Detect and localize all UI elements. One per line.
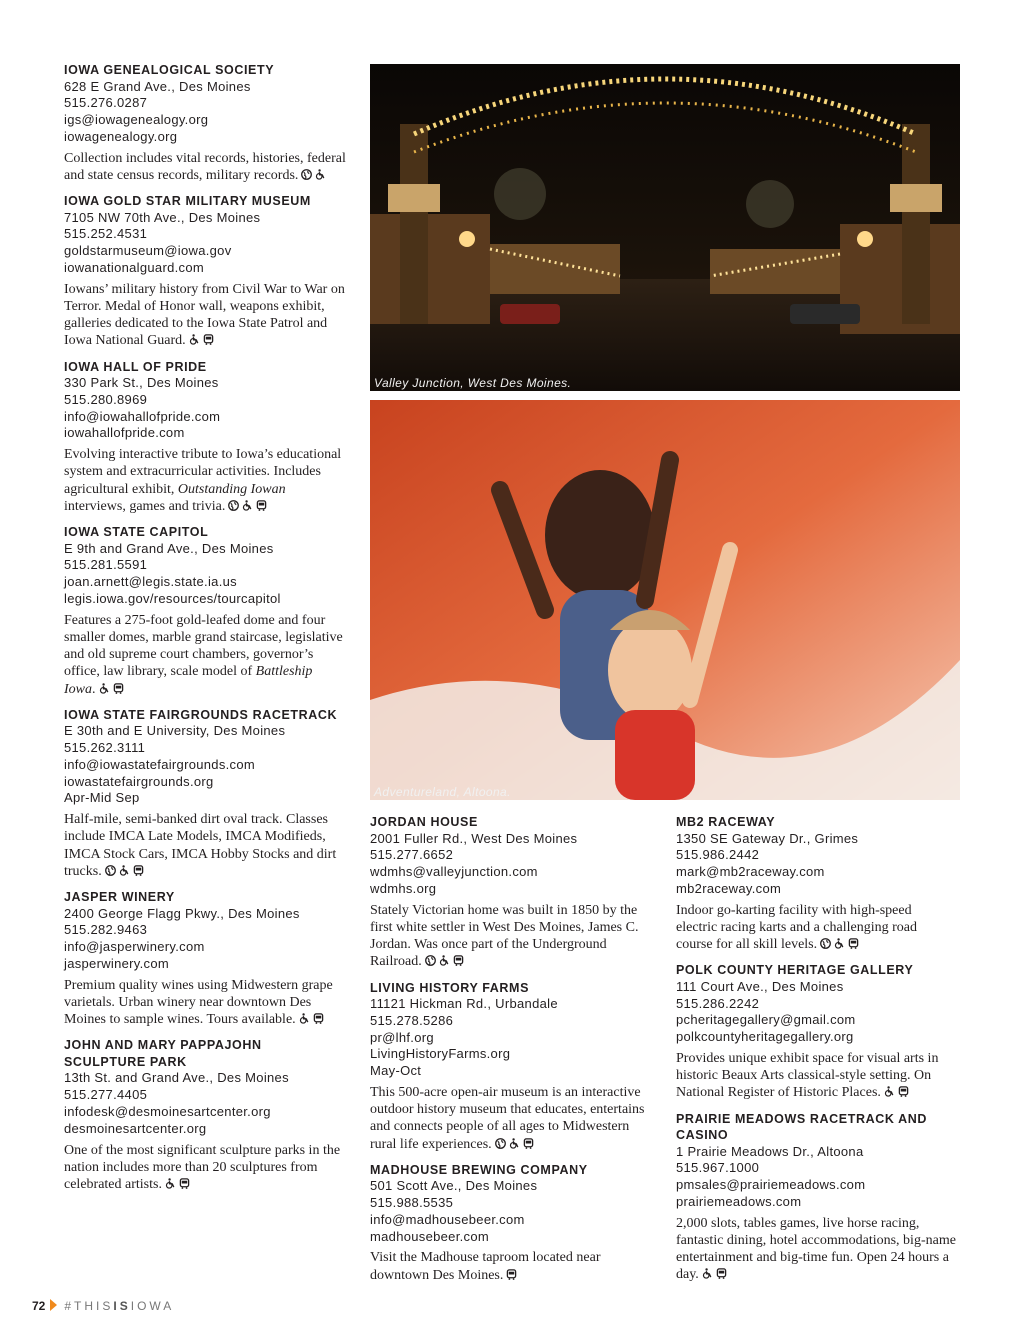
listing-description xyxy=(64,811,346,880)
listing-email-link[interactable]: mark@mb2raceway.com xyxy=(676,864,825,880)
chevron-right-icon xyxy=(50,1299,57,1311)
globe-icon xyxy=(228,499,239,510)
listing-name: PRAIRIE MEADOWS RACETRACK AND CASINO xyxy=(676,1111,927,1143)
accessible-icon xyxy=(165,1177,176,1188)
description-text: Iowans’ military history from Civil War to War on Terror. Medal of Honor wall, weapons exhibit, galleries dedicated to the Iowa State Patrol and Iowa National Guard. xyxy=(64,281,345,349)
listing-name: MADHOUSE BREWING COMPANY xyxy=(370,1162,588,1177)
listing-website-link[interactable]: polkcountyheritagegallery.org xyxy=(676,1029,854,1045)
listing-entry xyxy=(64,193,346,350)
accessible-icon xyxy=(509,1137,520,1148)
description-text: Provides unique exhibit space for visual arts in historic Beaux Arts classical-style setting. On National Register of Historic Places. xyxy=(676,1050,939,1101)
italic-title: Battleship Iowa xyxy=(64,664,313,697)
listing-phone: 515.988.5535 xyxy=(370,1195,454,1211)
description-text: Collection includes vital records, histories, federal and state census records, military records. xyxy=(64,150,346,183)
listing-email-link[interactable]: joan.arnett@legis.state.ia.us xyxy=(64,574,237,590)
listing-phone: 515.280.8969 xyxy=(64,391,148,407)
listing-address: 1350 SE Gateway Dr., Grimes xyxy=(676,830,859,846)
accessible-icon xyxy=(189,333,200,344)
globe-icon xyxy=(495,1137,506,1148)
listing-description xyxy=(64,446,346,515)
listing-website-link[interactable]: LivingHistoryFarms.org xyxy=(370,1046,511,1062)
listing-name: POLK COUNTY HERITAGE GALLERY xyxy=(676,963,914,978)
listing-address: 628 E Grand Ave., Des Moines xyxy=(64,78,251,94)
listing-email-link[interactable]: info@jasperwinery.com xyxy=(64,939,205,955)
listing-website-link[interactable]: wdmhs.org xyxy=(370,880,437,896)
description-text: Visit the Madhouse taproom located near downtown Des Moines. xyxy=(370,1250,601,1283)
globe-icon xyxy=(425,954,436,965)
listing-name: IOWA HALL OF PRIDE xyxy=(64,359,207,374)
listing-website-link[interactable]: iowahallofpride.com xyxy=(64,425,185,441)
description-text: Indoor go-karting facility with high-speed electric racing karts and a challenging road course for all skill levels. xyxy=(676,902,917,953)
listing-name: LIVING HISTORY FARMS xyxy=(370,980,530,995)
listing-entry xyxy=(64,62,346,184)
description-text: This 500-acre open-air museum is an interactive outdoor history museum that educates, entertains and connects people of all ages to Midwestern rural life experiences. xyxy=(370,1084,645,1152)
water-slide-image xyxy=(370,400,960,800)
listing-name: IOWA GENEALOGICAL SOCIETY xyxy=(64,63,275,77)
listing-address: 13th St. and Grand Ave., Des Moines xyxy=(64,1070,289,1086)
listing-address: 2001 Fuller Rd., West Des Moines xyxy=(370,830,578,846)
listing-entry xyxy=(64,707,346,880)
listing-phone: 515.262.3111 xyxy=(64,740,146,756)
bus-icon xyxy=(113,682,124,693)
description-text: Premium quality wines using Midwestern grape varietals. Urban winery near downtown Des Moines to sample wines. Tours available. xyxy=(64,977,333,1028)
accessible-icon xyxy=(315,168,326,179)
bus-icon xyxy=(179,1177,190,1188)
listing-entry xyxy=(64,524,346,698)
accessible-icon xyxy=(242,499,253,510)
hash-symbol: # xyxy=(64,1299,75,1313)
listing-name: IOWA GOLD STAR MILITARY MUSEUM xyxy=(64,194,311,209)
bus-icon xyxy=(256,499,267,510)
listing-email-link[interactable]: wdmhs@valleyjunction.com xyxy=(370,864,538,880)
description-text: One of the most significant sculpture parks in the nation includes more than 20 sculptures from celebrated artists. xyxy=(64,1142,341,1192)
listing-website-link[interactable]: iowagenealogy.org xyxy=(64,128,178,144)
listing-description xyxy=(64,612,346,698)
italic-title: Outstanding Iowan xyxy=(177,481,286,497)
hashtag xyxy=(64,1299,174,1313)
listing-address: E 30th and E University, Des Moines xyxy=(64,723,286,739)
listing-website-link[interactable]: iowanationalguard.com xyxy=(64,259,204,275)
description-text: Half-mile, semi-banked dirt oval track. Classes include IMCA Late Models, IMCA Modifieds, IMCA Stock Cars, IMCA Hobby Stocks and dirt trucks. xyxy=(64,812,337,879)
listing-entry xyxy=(64,1037,346,1193)
listing-description xyxy=(370,902,655,971)
listing-email-link[interactable]: pmsales@prairiemeadows.com xyxy=(676,1177,866,1193)
listing-phone: 515.277.6652 xyxy=(370,847,454,863)
photo-caption: Adventureland, Altoona. xyxy=(374,785,511,799)
accessible-icon xyxy=(702,1267,713,1278)
listing-website-link[interactable]: mb2raceway.com xyxy=(676,880,782,896)
bus-icon xyxy=(848,937,859,948)
listing-address: 7105 NW 70th Ave., Des Moines xyxy=(64,209,261,225)
listing-name: JASPER WINERY xyxy=(64,890,175,905)
listing-email-link[interactable]: pcheritagegallery@gmail.com xyxy=(676,1012,856,1028)
listing-entry xyxy=(64,359,346,516)
listing-email-link[interactable]: igs@iowagenealogy.org xyxy=(64,112,209,128)
listing-email-link[interactable]: infodesk@desmoinesartcenter.org xyxy=(64,1103,271,1119)
listing-email-link[interactable]: goldstarmuseum@iowa.gov xyxy=(64,243,232,259)
listing-address: 111 Court Ave., Des Moines xyxy=(676,978,844,994)
listing-entry xyxy=(370,980,655,1153)
bus-icon xyxy=(453,954,464,965)
listing-phone: 515.967.1000 xyxy=(676,1160,760,1176)
photo-caption: Valley Junction, West Des Moines. xyxy=(374,376,572,390)
listing-address: 11121 Hickman Rd., Urbandale xyxy=(370,996,558,1011)
listing-address: 1 Prairie Meadows Dr., Altoona xyxy=(676,1143,864,1159)
hashtag-part: THIS xyxy=(74,1299,114,1313)
bus-icon xyxy=(523,1137,534,1148)
listing-email-link[interactable]: info@iowahallofpride.com xyxy=(64,408,221,424)
accessible-icon xyxy=(439,954,450,965)
listing-name: JOHN AND MARY PAPPAJOHN SCULPTURE PARK xyxy=(64,1038,262,1069)
night-street-arch-image xyxy=(370,64,960,391)
listing-address: 501 Scott Ave., Des Moines xyxy=(370,1178,538,1194)
hashtag-part-bold: IS xyxy=(113,1299,131,1313)
listing-phone: 515.282.9463 xyxy=(64,922,148,938)
accessible-icon xyxy=(119,864,130,875)
listing-website-link[interactable]: madhousebeer.com xyxy=(370,1228,489,1244)
listing-entry xyxy=(64,889,346,1028)
listing-phone: 515.276.0287 xyxy=(64,95,148,111)
listing-entry xyxy=(676,814,956,953)
listing-season: Apr-Mid Sep xyxy=(64,790,140,806)
listing-description xyxy=(64,281,346,350)
listing-address: 330 Park St., Des Moines xyxy=(64,375,219,391)
listing-email-link[interactable]: pr@lhf.org xyxy=(370,1029,434,1045)
listing-entry xyxy=(676,1111,956,1284)
accessible-icon xyxy=(884,1085,895,1096)
listing-description xyxy=(64,1142,346,1194)
listing-description xyxy=(676,1215,956,1284)
listing-description xyxy=(64,977,346,1029)
bus-icon xyxy=(313,1012,324,1023)
listing-website-link[interactable]: prairiemeadows.com xyxy=(676,1193,802,1209)
listing-email-link[interactable]: info@madhousebeer.com xyxy=(370,1211,525,1227)
listing-name: JORDAN HOUSE xyxy=(370,815,478,829)
accessible-icon xyxy=(834,937,845,948)
accessible-icon xyxy=(299,1012,310,1023)
listing-entry xyxy=(676,962,956,1101)
listing-website-link[interactable]: jasperwinery.com xyxy=(64,955,169,971)
accessible-icon xyxy=(99,682,110,693)
listing-phone: 515.277.4405 xyxy=(64,1087,148,1103)
listing-description xyxy=(370,1084,655,1153)
bus-icon xyxy=(133,864,144,875)
bus-icon xyxy=(898,1085,909,1096)
bus-icon xyxy=(716,1267,727,1278)
description-text: . xyxy=(92,681,96,697)
globe-icon xyxy=(820,937,831,948)
listing-name: MB2 RACEWAY xyxy=(676,815,776,829)
listing-website-link[interactable]: iowastatefairgrounds.org xyxy=(64,773,214,789)
adventureland-photo xyxy=(370,400,960,800)
bus-icon xyxy=(506,1268,517,1279)
description-text: Evolving interactive tribute to Iowa’s educational system and extracurricular activities. Includes agricultural exhibit, xyxy=(64,447,342,497)
description-text: interviews, games and trivia. xyxy=(64,498,226,514)
globe-icon xyxy=(301,168,312,179)
listing-description xyxy=(64,150,346,184)
listing-description xyxy=(370,1249,655,1283)
listing-season: May-Oct xyxy=(370,1063,422,1079)
page-footer xyxy=(32,1299,174,1313)
description-text: Features a 275-foot gold-leafed dome and four smaller domes, marble grand staircase, legislative and old supreme court chambers, governor’s office, law library, scale model of xyxy=(64,612,343,680)
listing-phone: 515.252.4531 xyxy=(64,226,148,242)
listing-phone: 515.281.5591 xyxy=(64,557,148,573)
hashtag-part: IOWA xyxy=(130,1299,175,1313)
listing-website-link[interactable]: desmoinesartcenter.org xyxy=(64,1120,207,1136)
valley-junction-photo xyxy=(370,64,960,391)
listing-entry xyxy=(370,1162,655,1284)
bus-icon xyxy=(203,333,214,344)
left-column xyxy=(64,62,346,1202)
listing-entry xyxy=(370,814,655,971)
right-column xyxy=(676,814,956,1293)
listing-description xyxy=(676,1050,956,1102)
description-text: Stately Victorian home was built in 1850 by the first white settler in West Des Moines, James C. Jordan. Was once part of the Underground Railroad. xyxy=(370,902,639,970)
listing-phone: 515.286.2242 xyxy=(676,995,760,1011)
listing-phone: 515.278.5286 xyxy=(370,1012,454,1028)
listing-phone: 515.986.2442 xyxy=(676,847,760,863)
listing-description xyxy=(676,902,956,954)
description-text: 2,000 slots, tables games, live horse racing, fantastic dining, hotel accommodations, big-name entertainment and big-time fun. Open 24 hours a day. xyxy=(676,1215,956,1283)
listing-name: IOWA STATE CAPITOL xyxy=(64,525,209,540)
listing-address: E 9th and Grand Ave., Des Moines xyxy=(64,540,274,556)
globe-icon xyxy=(105,864,116,875)
middle-column xyxy=(370,814,655,1293)
page-number: 72 xyxy=(32,1299,46,1313)
listing-name: IOWA STATE FAIRGROUNDS RACETRACK xyxy=(64,707,338,722)
listing-email-link[interactable]: info@iowastatefairgrounds.com xyxy=(64,756,255,772)
listing-address: 2400 George Flagg Pkwy., Des Moines xyxy=(64,905,300,921)
listing-website-link[interactable]: legis.iowa.gov/resources/tourcapitol xyxy=(64,590,281,606)
